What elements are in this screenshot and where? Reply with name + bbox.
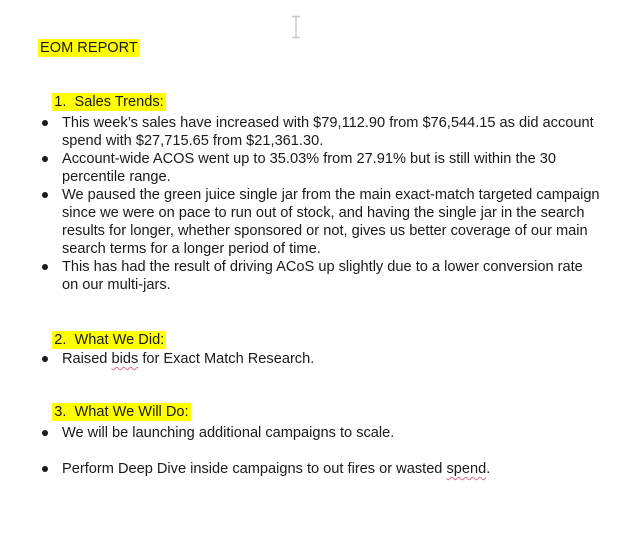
list-item	[40, 258, 600, 294]
what-we-will-do-list	[40, 424, 600, 478]
list-item	[40, 150, 600, 186]
bullet-icon	[42, 264, 48, 270]
list-item-text: This has had the result of driving ACoS up slightly due to a lower conversion rate on our multi-jars.	[62, 259, 583, 293]
list-item	[40, 186, 600, 258]
bullet-icon	[42, 356, 48, 362]
list-item-text: This week’s sales have increased with $79,112.90 from $76,544.15 as did account spend with $27,715.65 from $21,361.30.	[62, 115, 594, 149]
misspelled-word[interactable]: spend	[446, 461, 487, 477]
report-title	[38, 40, 140, 56]
list-item	[40, 114, 600, 150]
list-item	[40, 424, 600, 442]
section-heading-text: 1. Sales Trends:	[54, 94, 164, 110]
list-item-text: Raised bids for Exact Match Research.	[62, 351, 315, 367]
sales-trends-list	[40, 114, 600, 294]
list-item-text: We will be launching additional campaigns to scale.	[62, 425, 395, 441]
list-item-text: Account-wide ACOS went up to 35.03% from 27.91% but is still within the 30 percentile range.	[62, 151, 557, 185]
bullet-icon	[42, 192, 48, 198]
report-title-text: EOM REPORT	[40, 40, 138, 56]
bullet-icon	[42, 120, 48, 126]
list-item	[40, 350, 600, 368]
what-we-did-list	[40, 350, 600, 368]
misspelled-word[interactable]: bids	[111, 351, 139, 367]
list-item	[40, 460, 600, 478]
text-cursor-icon	[289, 15, 303, 39]
section-heading-text: 2. What We Did:	[54, 332, 165, 348]
list-item-text: Perform Deep Dive inside campaigns to out fires or wasted spend.	[62, 461, 491, 477]
section-heading-text: 3. What We Will Do:	[54, 404, 189, 420]
list-item-text: We paused the green juice single jar from the main exact-match targeted campaign since we were on pace to run out of stock, and having the single jar in the search results for longer, whether sponsored or not, gives us better coverage of our main search terms for a longer period of time.	[62, 187, 600, 257]
bullet-icon	[42, 430, 48, 436]
bullet-icon	[42, 156, 48, 162]
bullet-icon	[42, 466, 48, 472]
